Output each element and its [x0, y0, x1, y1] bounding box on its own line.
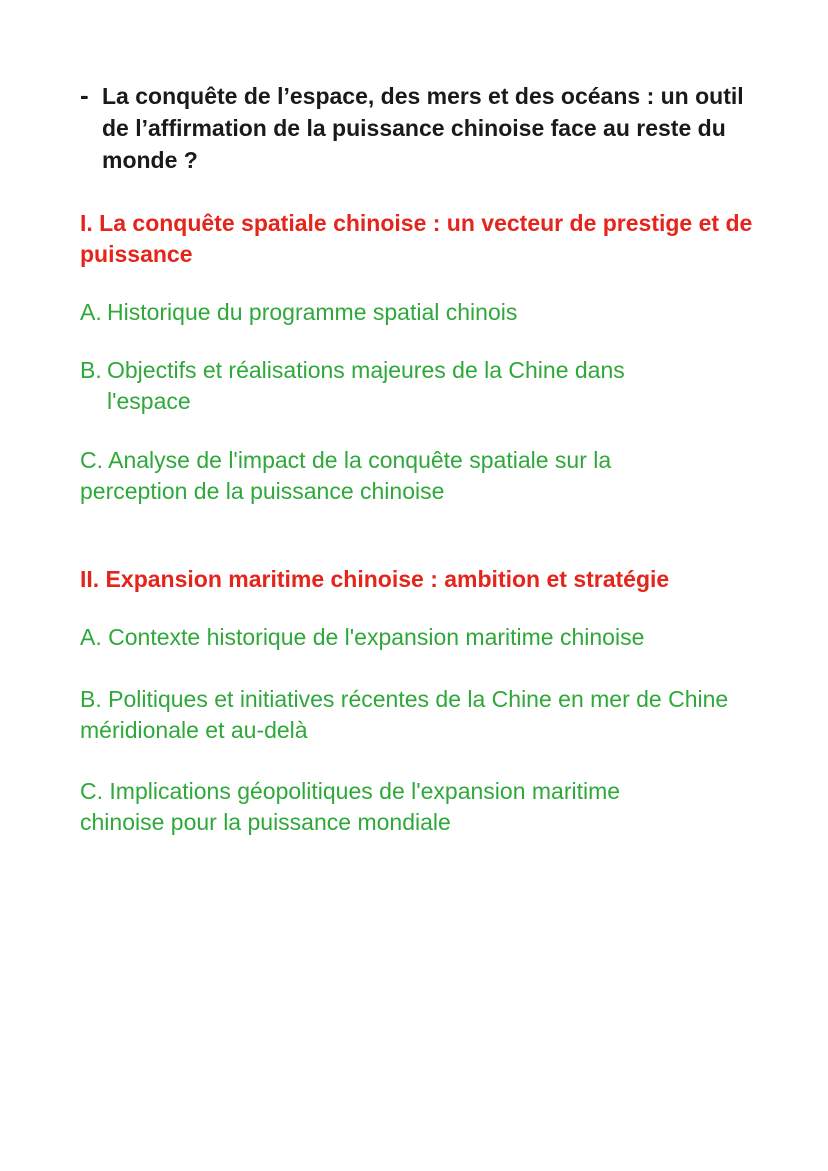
- item-text: Analyse de l'impact de la conquête spatiale sur la perception de la puissance chinoise: [80, 447, 612, 504]
- section-1-heading: I. La conquête spatiale chinoise : un vecteur de prestige et de puissance: [80, 210, 753, 267]
- item-letter: A.: [80, 299, 102, 325]
- item-letter: A.: [80, 624, 109, 650]
- section-2-item-a: [80, 622, 740, 653]
- item-text: Contexte historique de l'expansion maritime chinoise: [108, 624, 645, 650]
- item-text: Objectifs et réalisations majeures de la Chine dans l'espace: [107, 357, 625, 414]
- item-text: Historique du programme spatial chinois: [107, 299, 518, 325]
- item-text: Implications géopolitiques de l'expansion maritime chinoise pour la puissance mondiale: [80, 778, 621, 835]
- section-2-item-b: [80, 684, 730, 746]
- item-letter: C.: [80, 447, 109, 473]
- section-2-item-c: [80, 776, 680, 838]
- section-1-item-c: [80, 445, 680, 507]
- section-1-item-b: [80, 355, 690, 417]
- item-letter: B.: [80, 357, 102, 383]
- section-2-heading: II. Expansion maritime chinoise : ambition et stratégie: [80, 566, 670, 592]
- item-letter: B.: [80, 686, 109, 712]
- main-question: [80, 80, 760, 176]
- question-text: La conquête de l’espace, des mers et des océans : un outil de l’affirmation de la puissance chinoise face au reste du monde ?: [102, 83, 744, 173]
- item-text: Politiques et initiatives récentes de la Chine en mer de Chine méridionale et au-delà: [80, 686, 729, 743]
- item-letter: C.: [80, 778, 110, 804]
- section-1-item-a: [80, 297, 740, 328]
- question-bullet: -: [80, 80, 89, 110]
